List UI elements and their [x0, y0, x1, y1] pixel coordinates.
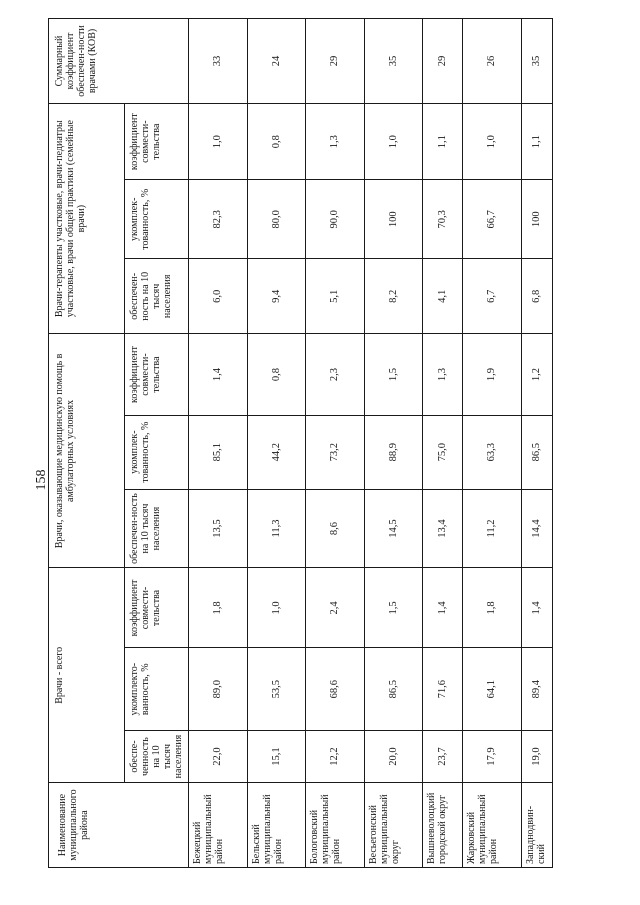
- table-row: [463, 19, 522, 868]
- page-number: 158: [34, 469, 49, 491]
- cell-district-coef: 1,3: [306, 103, 365, 179]
- table-row: [306, 19, 365, 868]
- row-name: Бежецкий муниципальный район: [189, 783, 248, 868]
- row-name: Вышневолоцкий городской округ: [423, 783, 463, 868]
- cell-district-staffing: 100: [521, 180, 552, 259]
- header-sub-all-supply: обеспе-ченность на 10 тысяч населения: [125, 730, 189, 782]
- cell-district-staffing: 82,3: [189, 180, 248, 259]
- row-name: Жарковский муниципальный район: [463, 783, 522, 868]
- cell-district-staffing: 100: [364, 180, 423, 259]
- header-sub-district-coef: коэффициент совмести-тельства: [125, 103, 189, 179]
- cell-all-staffing: 68,6: [306, 648, 365, 730]
- cell-district-supply: 8,2: [364, 259, 423, 334]
- cell-all-supply: 15,1: [247, 730, 306, 782]
- cell-all-supply: 17,9: [463, 730, 522, 782]
- table-row: [521, 19, 552, 868]
- cell-all-supply: 23,7: [423, 730, 463, 782]
- cell-all-coef: 1,8: [189, 568, 248, 648]
- cell-ambulatory-coef: 1,5: [364, 334, 423, 415]
- cell-district-supply: 6,7: [463, 259, 522, 334]
- row-name: Бологовский муниципальный район: [306, 783, 365, 868]
- cell-ambulatory-staffing: 85,1: [189, 415, 248, 489]
- cell-total: 29: [306, 19, 365, 104]
- table-row: [189, 19, 248, 868]
- cell-ambulatory-coef: 0,8: [247, 334, 306, 415]
- table-row: [423, 19, 463, 868]
- header-row-sub: [125, 19, 189, 868]
- row-name: Бельский муниципальный район: [247, 783, 306, 868]
- cell-all-supply: 12,2: [306, 730, 365, 782]
- cell-all-supply: 22,0: [189, 730, 248, 782]
- rotated-table-wrapper: [48, 18, 553, 868]
- cell-total: 24: [247, 19, 306, 104]
- cell-ambulatory-coef: 1,2: [521, 334, 552, 415]
- cell-ambulatory-staffing: 63,3: [463, 415, 522, 489]
- cell-district-staffing: 90,0: [306, 180, 365, 259]
- cell-ambulatory-supply: 13,4: [423, 489, 463, 568]
- cell-all-staffing: 53,5: [247, 648, 306, 730]
- row-name: Весьегонский муниципальный округ: [364, 783, 423, 868]
- cell-district-staffing: 80,0: [247, 180, 306, 259]
- cell-district-supply: 5,1: [306, 259, 365, 334]
- cell-district-coef: 1,0: [463, 103, 522, 179]
- header-sub-district-staffing: укомплек-тованность, %: [125, 180, 189, 259]
- header-sub-district-supply: обеспечен-ность на 10 тысяч населения: [125, 259, 189, 334]
- cell-total: 35: [364, 19, 423, 104]
- cell-total: 35: [521, 19, 552, 104]
- physicians-table: [48, 18, 553, 868]
- header-sub-ambulatory-staffing: укомплек-тованность, %: [125, 415, 189, 489]
- cell-ambulatory-supply: 13,5: [189, 489, 248, 568]
- cell-district-staffing: 66,7: [463, 180, 522, 259]
- cell-all-coef: 1,4: [423, 568, 463, 648]
- cell-all-coef: 1,4: [521, 568, 552, 648]
- table-body: [189, 19, 553, 868]
- cell-district-supply: 6,8: [521, 259, 552, 334]
- cell-all-staffing: 71,6: [423, 648, 463, 730]
- table-row: [247, 19, 306, 868]
- cell-total: 26: [463, 19, 522, 104]
- cell-ambulatory-staffing: 88,9: [364, 415, 423, 489]
- cell-total: 33: [189, 19, 248, 104]
- cell-all-staffing: 86,5: [364, 648, 423, 730]
- header-sub-ambulatory-coef: коэффициент совмести-тельства: [125, 334, 189, 415]
- cell-all-staffing: 64,1: [463, 648, 522, 730]
- cell-ambulatory-staffing: 73,2: [306, 415, 365, 489]
- cell-district-coef: 1,1: [521, 103, 552, 179]
- cell-ambulatory-coef: 2,3: [306, 334, 365, 415]
- cell-ambulatory-supply: 14,5: [364, 489, 423, 568]
- cell-all-coef: 1,5: [364, 568, 423, 648]
- header-group-district: Врачи-терапевты участковые, врачи-педиатры участковые, врачи общей практики (семейные врачи): [49, 103, 125, 333]
- cell-ambulatory-supply: 14,4: [521, 489, 552, 568]
- cell-district-staffing: 70,3: [423, 180, 463, 259]
- cell-ambulatory-coef: 1,4: [189, 334, 248, 415]
- cell-ambulatory-supply: 8,6: [306, 489, 365, 568]
- cell-ambulatory-staffing: 86,5: [521, 415, 552, 489]
- header-row-groups: [49, 19, 125, 868]
- header-group-ambulatory: Врачи, оказывающие медицинскую помощь в амбулаторных условиях: [49, 334, 125, 568]
- header-sub-ambulatory-supply: обеспечен-ность на 10 тысяч населения: [125, 489, 189, 568]
- cell-all-supply: 20,0: [364, 730, 423, 782]
- header-sub-all-staffing: укомплекто-ванность, %: [125, 648, 189, 730]
- cell-ambulatory-coef: 1,3: [423, 334, 463, 415]
- header-total: Суммарный коэффициент обеспечен-ности врачами (КОВ): [49, 19, 189, 104]
- header-name: Наименование муниципального района: [49, 783, 189, 868]
- cell-ambulatory-supply: 11,2: [463, 489, 522, 568]
- cell-total: 29: [423, 19, 463, 104]
- header-sub-all-coef: коэффициент совмести-тельства: [125, 568, 189, 648]
- cell-district-coef: 1,1: [423, 103, 463, 179]
- cell-district-coef: 1,0: [189, 103, 248, 179]
- cell-all-coef: 1,0: [247, 568, 306, 648]
- cell-ambulatory-staffing: 75,0: [423, 415, 463, 489]
- cell-district-supply: 9,4: [247, 259, 306, 334]
- cell-all-coef: 1,8: [463, 568, 522, 648]
- cell-district-coef: 0,8: [247, 103, 306, 179]
- header-group-all: Врачи - всего: [49, 568, 125, 783]
- cell-ambulatory-supply: 11,3: [247, 489, 306, 568]
- cell-district-coef: 1,0: [364, 103, 423, 179]
- table-row: [364, 19, 423, 868]
- cell-district-supply: 6,0: [189, 259, 248, 334]
- row-name: Западнодвин-ский: [521, 783, 552, 868]
- cell-all-staffing: 89,0: [189, 648, 248, 730]
- cell-district-supply: 4,1: [423, 259, 463, 334]
- cell-ambulatory-coef: 1,9: [463, 334, 522, 415]
- cell-all-coef: 2,4: [306, 568, 365, 648]
- cell-all-supply: 19,0: [521, 730, 552, 782]
- cell-all-staffing: 89,4: [521, 648, 552, 730]
- cell-ambulatory-staffing: 44,2: [247, 415, 306, 489]
